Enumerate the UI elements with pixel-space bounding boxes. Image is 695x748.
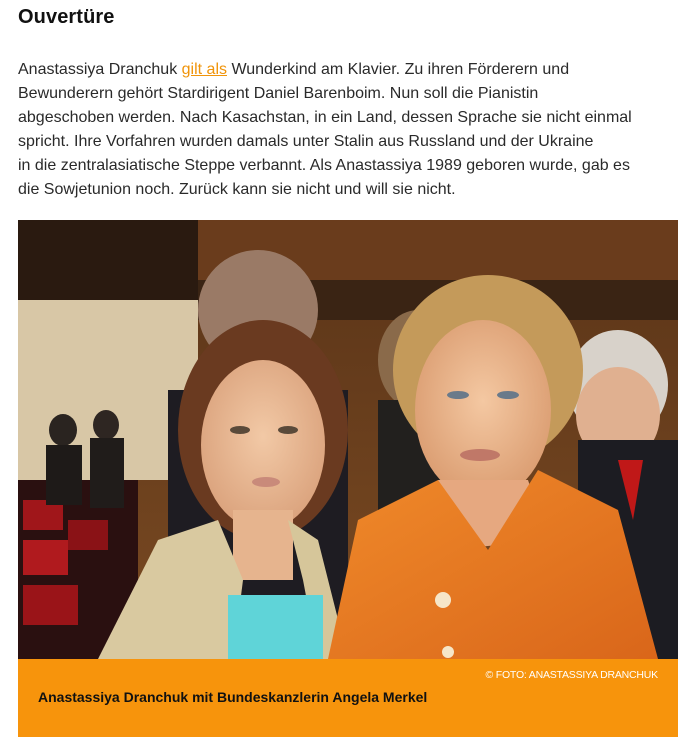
paragraph-line: in die zentralasiatische Steppe verbannt. Als Anastassiya 1989 geboren wurde, gab es: [18, 157, 630, 174]
paragraph-line: spricht. Ihre Vorfahren wurden damals unter Stalin aus Russland und der Ukraine: [18, 133, 594, 150]
photo: [18, 220, 678, 659]
paragraph-text: Anastassiya Dranchuk: [18, 61, 182, 78]
caption-box: [18, 659, 678, 737]
article-figure: [18, 220, 678, 737]
article-paragraph: [18, 58, 678, 202]
photo-caption: Anastassiya Dranchuk mit Bundeskanzlerin Angela Merkel: [38, 689, 428, 705]
paragraph-line: Bewunderern gehört Stardirigent Daniel Barenboim. Nun soll die Pianistin: [18, 85, 539, 102]
paragraph-line: abgeschoben werden. Nach Kasachstan, in ein Land, dessen Sprache sie nicht einmal: [18, 109, 632, 126]
gilt-als-link[interactable]: gilt als: [181, 61, 227, 78]
paragraph-line: [18, 58, 678, 82]
article-heading: Ouvertüre: [18, 6, 115, 28]
paragraph-line: die Sowjetunion noch. Zurück kann sie nicht und will sie nicht.: [18, 181, 456, 198]
paragraph-text: Wunderkind am Klavier. Zu ihren Förderern und: [227, 61, 570, 78]
photo-credit: © FOTO: ANASTASSIYA DRANCHUK: [485, 669, 658, 681]
photo-illustration: [18, 220, 678, 659]
